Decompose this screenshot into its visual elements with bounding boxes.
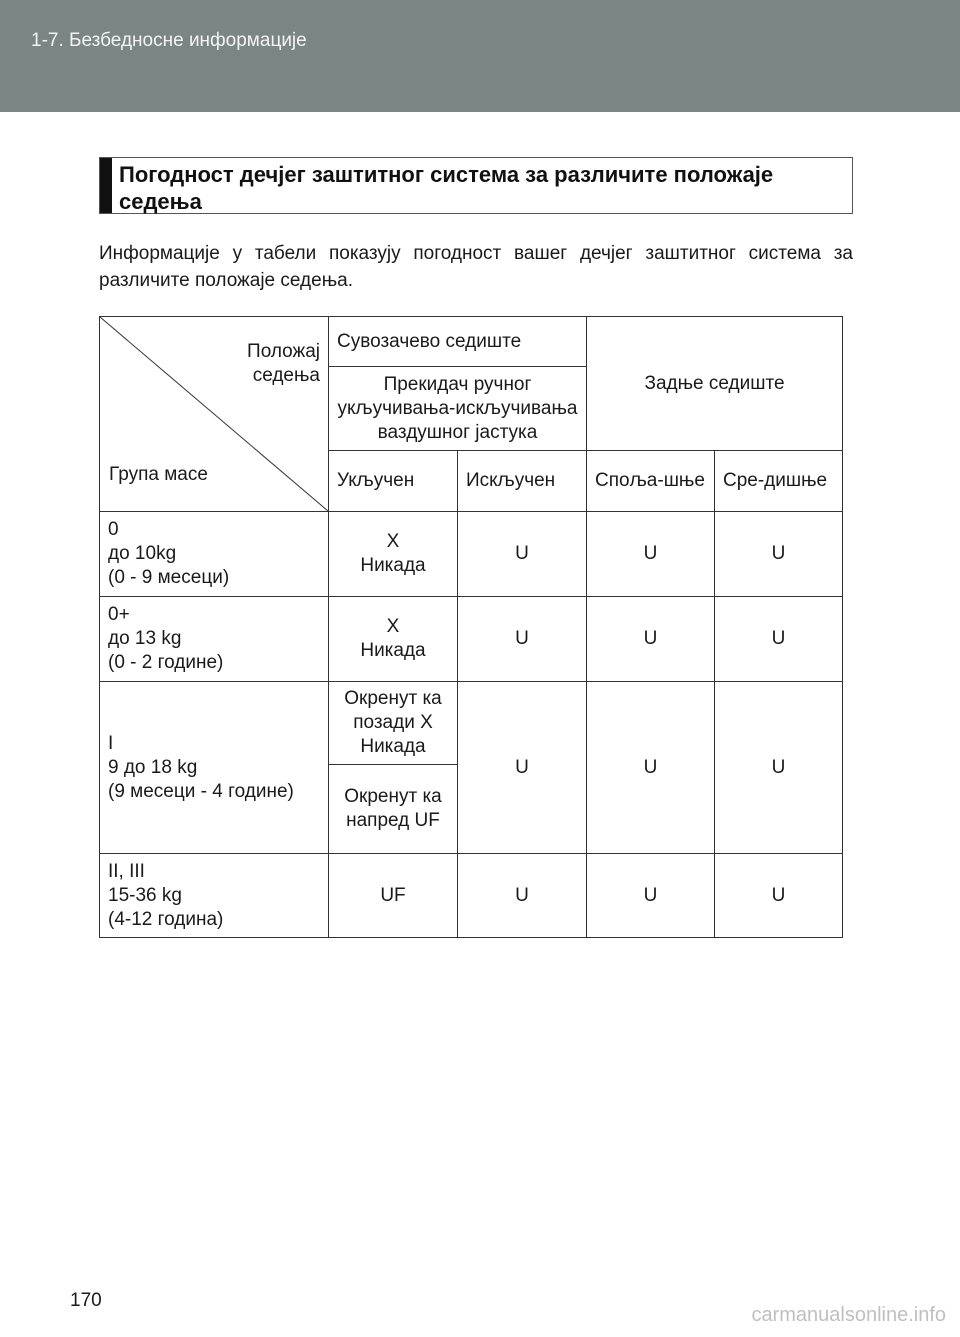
airbag-on-cell: UF — [329, 854, 458, 938]
table-row — [100, 597, 843, 682]
page-number: 170 — [70, 1290, 102, 1311]
airbag-off-cell: U — [458, 682, 587, 854]
rear-facing-cell: Окренут ка позади X Никада — [329, 682, 458, 765]
forward-facing-cell: Окренут ка напред UF — [329, 765, 458, 854]
table-row — [100, 682, 843, 765]
section-heading-title: Погодност дечјег заштитног система за различите положаје седења — [119, 162, 774, 214]
corner-seat-position-label — [200, 340, 320, 388]
chapter-header-band — [0, 0, 960, 112]
table-corner-cell — [100, 317, 329, 512]
mass-group-cell: 0 до 10kg (0 - 9 месеци) — [100, 512, 329, 597]
rear-outer-cell: U — [587, 854, 715, 938]
col-header-center: Сре-дишње — [715, 451, 843, 512]
mass-group-cell: 0+ до 13 kg (0 - 2 године) — [100, 597, 329, 682]
airbag-on-cell: X Никада — [329, 597, 458, 682]
airbag-off-cell: U — [458, 512, 587, 597]
seat-compatibility-table — [99, 316, 843, 938]
rear-outer-cell: U — [587, 512, 715, 597]
corner-mass-group-label: Група масе — [109, 464, 208, 485]
col-header-on: Укључен — [329, 451, 458, 512]
rear-center-cell: U — [715, 682, 843, 854]
mass-group-cell: I 9 до 18 kg (9 месеци - 4 године) — [100, 682, 329, 854]
passenger-seat-header: Сувозачево седиште — [329, 317, 587, 367]
rear-outer-cell: U — [587, 682, 715, 854]
airbag-on-cell: X Никада — [329, 512, 458, 597]
section-heading-box — [99, 157, 853, 214]
section-heading-bar — [100, 158, 112, 213]
rear-center-cell: U — [715, 512, 843, 597]
rear-seat-header: Задње седиште — [587, 317, 843, 451]
watermark-text: carmanualsonline.info — [751, 1304, 946, 1326]
table-row — [100, 512, 843, 597]
table-row — [100, 854, 843, 938]
chapter-header-title: 1-7. Безбедносне информације — [31, 30, 307, 51]
rear-center-cell: U — [715, 597, 843, 682]
airbag-switch-header: Прекидач ручног укључивања-искључивања ваздушног јастука — [329, 367, 587, 451]
airbag-off-cell: U — [458, 854, 587, 938]
rear-outer-cell: U — [587, 597, 715, 682]
intro-paragraph: Информације у табели показују погодност вашег дечјег заштитног система за различите положаје седења. — [99, 243, 853, 291]
col-header-off: Искључен — [458, 451, 587, 512]
airbag-off-cell: U — [458, 597, 587, 682]
rear-center-cell: U — [715, 854, 843, 938]
corner-seat-position-line1: Положај — [247, 341, 320, 362]
col-header-outer: Споља-шње — [587, 451, 715, 512]
corner-seat-position-line2: седења — [252, 365, 320, 386]
mass-group-cell: II, III 15-36 kg (4-12 година) — [100, 854, 329, 938]
